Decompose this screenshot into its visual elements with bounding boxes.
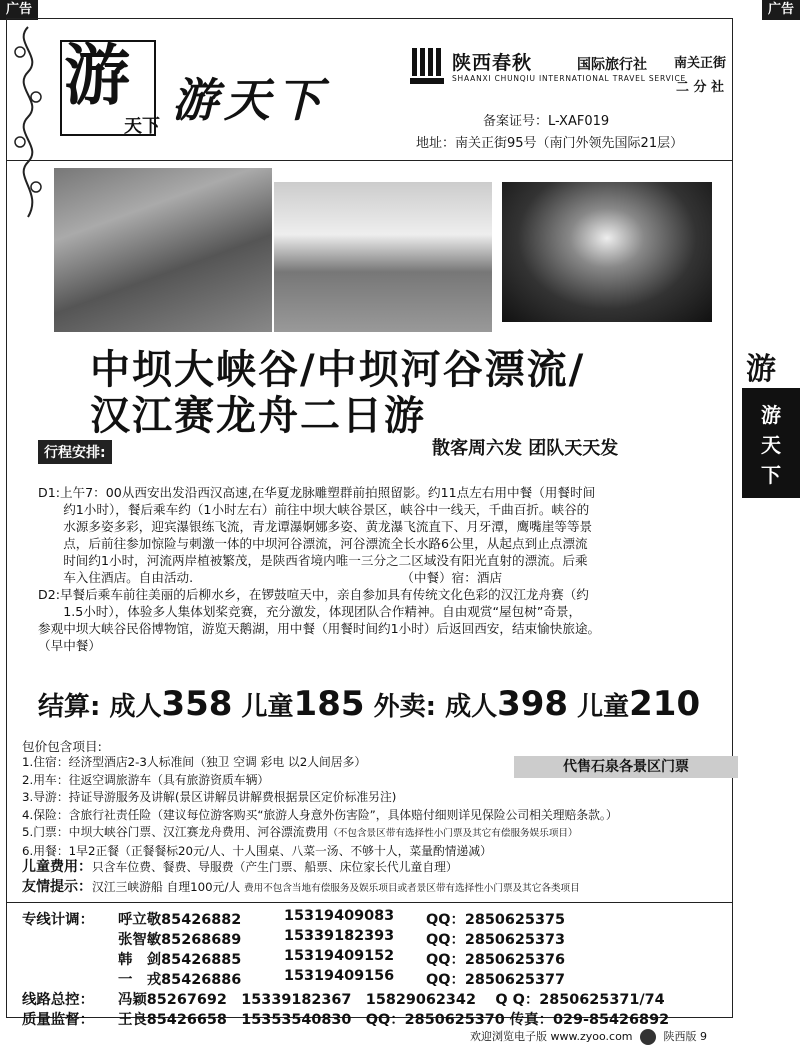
contact-qq: QQ：2850625377 [426, 972, 565, 988]
agency-english-name: SHAANXI CHUNQIU INTERNATIONAL TRAVEL SERVICE [452, 74, 687, 83]
inclusion-item: 4.保险：含旅行社责任险（建议每位游客购买“旅游人身意外伤害险”，具体赔付细则详见保险公司相关理赔条款。） [22, 807, 618, 822]
schedule-label: 行程安排: [38, 440, 112, 464]
contact-mobile: 15319409152 [284, 948, 395, 964]
departure-info: 散客周六发 团队天天发 [432, 438, 619, 459]
tips-text: 汉江三峡游船 自理100元/人 [92, 880, 241, 894]
ad-tag-left: 广告 [0, 0, 38, 20]
price-adult: 358 [161, 684, 233, 724]
inclusion-item: 2.用车：往返空调旅游车（具有旅游资质车辆） [22, 772, 270, 787]
contact-name: 呼立敬85426882 [118, 912, 242, 928]
contact-mobile: 15319409083 [284, 908, 395, 924]
page-title-line-2: 汉江赛龙舟二日游 [90, 393, 426, 439]
price-adult-label: 成人 [109, 692, 162, 722]
inclusion-item: 6.用餐：1早2正餐（正餐餐标20元/人、十人围桌、八菜一汤、不够十人，菜量酌情递减） [22, 843, 492, 858]
slogan: 游天下 [172, 73, 328, 127]
itinerary-line: 1.5小时），体验多人集体划桨竞赛，充分激发，体现团队合作精神。自由观赏“屋包树”奇景， [38, 604, 582, 619]
inclusion-item [22, 824, 722, 843]
itinerary-line: 水源多姿多彩，迎宾瀑银练飞流，青龙谭瀑婀娜多姿、黄龙瀑飞流直下、月牙潭，鹰嘴崖等等景 [38, 519, 593, 534]
child-fee [22, 856, 458, 876]
tips-label: 友情提示： [22, 879, 92, 895]
contact-qq: QQ：2850625376 [426, 952, 565, 968]
friendly-tips [22, 876, 580, 896]
ad-tag-right: 广告 [762, 0, 800, 20]
side-tab-text: 游天下 [761, 403, 781, 487]
inclusions-title: 包价包含项目: [22, 739, 102, 754]
itinerary-line: 点，后前往参加惊险与刺激一体的中坝河谷漂流，河谷漂流全长水路6公里，从起点到止点漂流 [38, 536, 588, 551]
inclusions-list [22, 754, 722, 861]
child-fee-label: 儿童费用： [22, 859, 92, 875]
itinerary-line: 参观中坝大峡谷民俗博物馆，游览天鹅湖，用中餐（用餐时间约1小时）后返回西安，结束愉快旅途。 [38, 621, 601, 636]
retail-adult: 398 [497, 684, 569, 724]
photo-old-town [54, 168, 272, 332]
side-tab [742, 388, 800, 498]
inclusion-note: （不包含景区带有选择性小门票及其它有偿服务娱乐项目） [328, 828, 578, 840]
footer [470, 1028, 707, 1045]
price-line [38, 684, 700, 724]
price-child: 185 [293, 684, 365, 724]
photo-dragon-boats [274, 182, 492, 332]
tips-note: 费用不包含当地有偿服务及娱乐项目或者景区带有选择性小门票及其它各类项目 [243, 883, 580, 894]
retail-child: 210 [629, 684, 701, 724]
child-fee-text: 只含车位费、餐费、导服费（产生门票、船票、床位家长代儿童自理） [92, 860, 458, 874]
inclusion-item: 1.住宿：经济型酒店2-3人标准间（独卫 空调 彩电 以2人间居多） [22, 755, 367, 769]
inclusion-tickets: 5.门票：中坝大峡谷门票、汉江赛龙舟费用、河谷漂流费用 [22, 825, 329, 840]
retail-adult-label: 成人 [445, 692, 498, 722]
quality-label: 质量监督： [22, 1012, 94, 1028]
logo-calligraphy: 游 [64, 36, 124, 114]
divider-header [6, 160, 733, 161]
divider-contacts [6, 902, 733, 903]
line-control-label: 线路总控： [22, 992, 94, 1008]
contact-name: 一 戎85426886 [118, 972, 242, 988]
contacts-label: 专线计调： [22, 912, 94, 928]
retail-child-label: 儿童 [577, 692, 630, 722]
side-logo: 游 [746, 352, 772, 387]
address: 地址：南关正街95号（南门外领先国际21层） [416, 136, 684, 151]
photo-river-canyon [502, 182, 712, 322]
price-label: 结算: [38, 692, 101, 722]
srts-logo-icon [410, 46, 444, 86]
itinerary-line: （早中餐） [38, 638, 101, 653]
license-number: 备案证号：L-XAF019 [483, 114, 610, 129]
branch-line-2: 二 分 社 [675, 80, 725, 95]
contact-name: 韩 剑85426885 [118, 952, 242, 968]
page-title-line-1: 中坝大峡谷/中坝河谷漂流/ [90, 347, 586, 393]
decorative-swirl-icon [8, 22, 48, 222]
agency-suffix: 国际旅行社 [577, 57, 647, 73]
contact-mobile: 15339182393 [284, 928, 395, 944]
retail-label: 外卖: [373, 692, 436, 722]
itinerary-line: 时间约1小时，河流两岸植被繁茂，是陕西省境内唯一三分之二区域没有阳光直射的漂流。后乘 [38, 553, 588, 568]
publisher-logo-icon [640, 1029, 656, 1045]
ticket-sales-banner: 代售石泉各景区门票 [514, 756, 738, 778]
itinerary [38, 484, 698, 654]
line-control-text: 冯颖85267692 15339182367 15829062342 Q Q：2850625371/74 [118, 992, 665, 1008]
contact-name: 张智敏85268689 [118, 932, 242, 948]
inclusion-item: 3.导游：持证导游服务及讲解(景区讲解员讲解费根据景区定价标准另注) [22, 790, 397, 805]
itinerary-line: D1:上午7：00从西安出发沿西汉高速,在华夏龙脉雕塑群前拍照留影。约11点左右用中餐（用餐时间 [38, 485, 596, 500]
agency-name: 陕西春秋 [452, 52, 533, 74]
branch-name [668, 52, 732, 100]
contact-mobile: 15319409156 [284, 968, 395, 984]
contact-qq: QQ：2850625375 [426, 912, 565, 928]
contact-qq: QQ：2850625373 [426, 932, 565, 948]
itinerary-line: D2:早餐后乘车前往美丽的后柳水乡，在锣鼓喧天中，亲自参加具有传统文化色彩的汉江龙舟赛（约 [38, 587, 589, 602]
itinerary-line: 约1小时），餐后乘车约（1小时左右）前往中坝大峡谷景区，峡谷中一线天，千曲百折。峡谷的 [38, 502, 590, 517]
footer-edition: 陕西版 9 [663, 1030, 708, 1043]
branch-line-1: 南关正街 [673, 56, 726, 71]
price-child-label: 儿童 [241, 692, 294, 722]
footer-text: 欢迎浏览电子版 www.zyoo.com [470, 1030, 633, 1043]
logo-subtext: 天下 [124, 116, 160, 137]
quality-text: 王良85426658 15353540830 QQ：2850625370 传真：029-85426892 [118, 1012, 670, 1028]
itinerary-line: 车入住酒店。自由活动. （中餐）宿：酒店 [38, 570, 503, 585]
